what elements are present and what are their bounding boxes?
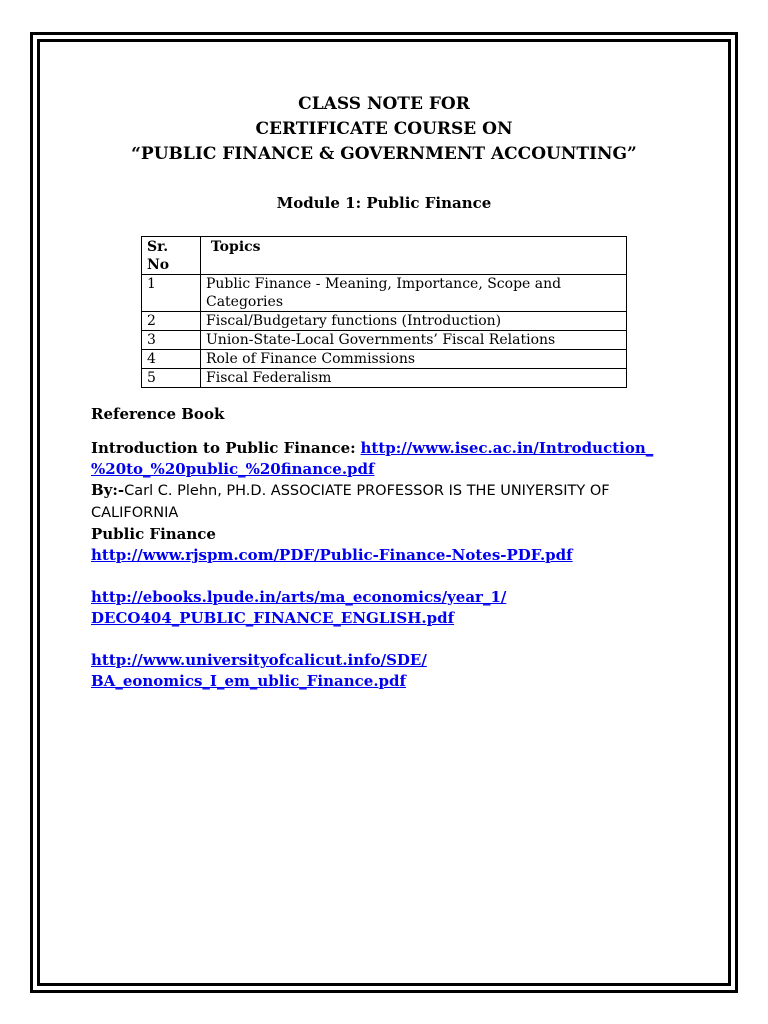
- title-line-2: CERTIFICATE COURSE ON: [255, 119, 513, 139]
- title-line-1: CLASS NOTE FOR: [298, 94, 470, 114]
- module-title: Module 1: Public Finance: [276, 194, 492, 212]
- author-line: [91, 480, 691, 524]
- column-header-topics: Topics: [201, 237, 627, 275]
- row-topic: Public Finance - Meaning, Importance, Scope and Categories: [201, 275, 627, 312]
- spacer: [91, 629, 691, 650]
- intro-label: Introduction to Public Finance:: [91, 439, 356, 457]
- intro-reference: [91, 438, 691, 480]
- by-label: By:-: [91, 481, 125, 499]
- row-number: 5: [142, 369, 201, 388]
- public-finance-link[interactable]: http://www.rjspm.com/PDF/Public-Finance-Notes-PDF.pdf: [91, 546, 573, 564]
- reference-heading: Reference Book: [91, 405, 225, 423]
- table-row: [142, 275, 627, 312]
- ebooks-link[interactable]: http://ebooks.lpude.in/arts/ma_economics/year_1/ DECO404_PUBLIC_FINANCE_ENGLISH.pdf: [91, 588, 507, 627]
- row-topic: Fiscal Federalism: [201, 369, 627, 388]
- column-header-srno: Sr. No: [142, 237, 201, 275]
- author-text: Carl C. Plehn, PH.D. ASSOCIATE PROFESSOR IS THE UNIYERSITY OF CALIFORNIA: [91, 483, 610, 521]
- row-topic: Role of Finance Commissions: [201, 350, 627, 369]
- document-title: [0, 92, 768, 167]
- table-row: [142, 369, 627, 388]
- row-topic: Union-State-Local Governments’ Fiscal Relations: [201, 331, 627, 350]
- row-number: 1: [142, 275, 201, 312]
- calicut-link[interactable]: http://www.universityofcalicut.info/SDE/ BA_eonomics_I_em_ublic_Finance.pdf: [91, 651, 427, 690]
- reference-section: [91, 404, 691, 692]
- row-topic: Fiscal/Budgetary functions (Introduction): [201, 312, 627, 331]
- table-header-row: [142, 237, 627, 275]
- intro-link[interactable]: http://www.isec.ac.in/Introduction_ %20to_%20public_%20finance.pdf: [91, 439, 654, 478]
- topics-table: [141, 236, 627, 388]
- row-number: 4: [142, 350, 201, 369]
- spacer: [91, 566, 691, 587]
- public-finance-label: Public Finance: [91, 525, 216, 543]
- table-row: [142, 350, 627, 369]
- row-number: 2: [142, 312, 201, 331]
- title-line-3: “PUBLIC FINANCE & GOVERNMENT ACCOUNTING”: [131, 144, 637, 164]
- table-row: [142, 312, 627, 331]
- table-row: [142, 331, 627, 350]
- row-number: 3: [142, 331, 201, 350]
